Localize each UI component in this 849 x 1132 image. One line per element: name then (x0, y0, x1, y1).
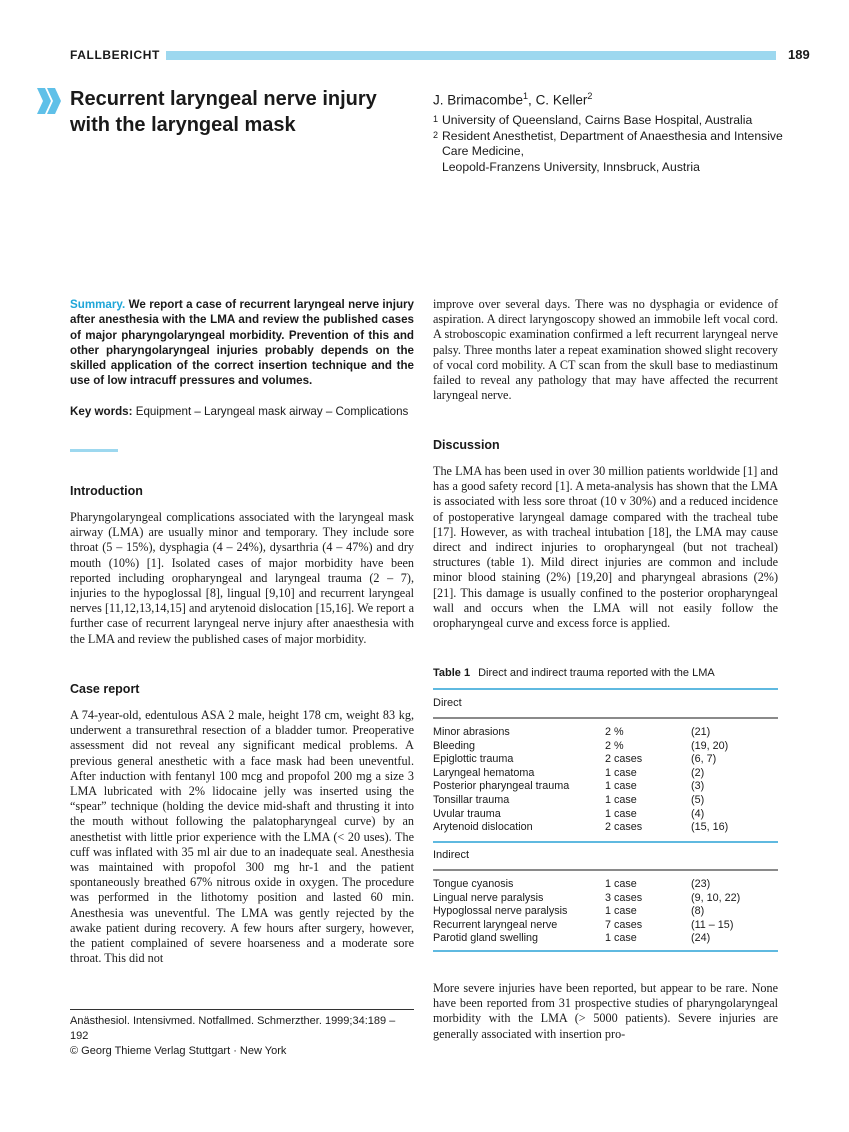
table-cell-injury: Tonsillar trauma (433, 794, 510, 806)
affiliation-2-line-3: Leopold-Franzens University, Innsbruck, Austria (442, 159, 700, 174)
table-cell-injury: Tongue cyanosis (433, 878, 514, 890)
table-cell-reference: (6, 7) (691, 753, 717, 766)
table-cell-incidence: 3 cases (605, 891, 643, 904)
table-section-indirect: Indirect (433, 849, 470, 861)
affiliation-1-number: 1 (433, 114, 439, 124)
affiliation-1-line: University of Queensland, Cairns Base Hospital, Australia (442, 113, 753, 127)
affiliation-2 (433, 129, 793, 176)
introduction-text: Pharyngolaryngeal complications associated with the laryngeal mask airway (LMA) are usually minor and temporary. They include sore throat (5 – 15%), dysphagia (4 – 24%), dysarthria (4 – 47%) and dry mouth (10%) [1]. Isolated cases of major morbidity have been reported including oropharyngeal and laryngeal trauma (2 – 7), injuries to the hypoglossal [8], lingual [9,10] and recurrent laryngeal nerves [11,12,13,14,15] and arytenoid dislocation [15,16]. We report a further case of recurrent laryngeal nerve injury after anaesthesia with the LMA and review the published cases of major morbidity. (70, 510, 414, 646)
header-accent-bar (166, 51, 776, 60)
table-cell-reference: (24) (691, 932, 711, 945)
table-cell-injury: Arytenoid dislocation (433, 821, 533, 834)
table-cell-reference: (5) (691, 794, 705, 806)
keywords (70, 404, 414, 419)
table-cell-incidence: 1 case (605, 932, 637, 945)
table-cell-injury: Minor abrasions (433, 726, 510, 738)
table-cell-reference: (4) (691, 807, 705, 820)
table-cell-injury: Posterior pharyngeal trauma (433, 780, 570, 793)
table-bottom-rule (433, 950, 778, 952)
table-direct-rule (433, 717, 778, 719)
article-title (70, 86, 410, 138)
summary-lead: Summary. (70, 298, 126, 311)
table-cell-incidence: 2 cases (605, 821, 643, 834)
table-cell-injury: Lingual nerve paralysis (433, 891, 544, 904)
author-2-affil: 2 (587, 91, 593, 101)
discussion-text: The LMA has been used in over 30 million patients worldwide [1] and has a good safety record [1]. A meta-analysis has shown that the LMA is associated with less sore throat (10 v 30%) and a reduced incidence of postoperative laryngeal damage compared with the tracheal tube [17]. However, as with tracheal intubation [18], the LMA may cause direct and indirect injuries to oropharyngeal (but not tracheal) structures (table 1). Mild direct injuries are common and include minor blood staining (2%) [19,20] and pharyngeal abrasions (2%) [21]. This damage is usually confined to the posterior oropharyngeal wall and occurs when the LMA will not easily follow the oropharyngeal curve and excess force is applied. (433, 464, 778, 631)
table-cell-incidence: 1 case (605, 807, 637, 820)
table-row (433, 878, 778, 892)
table-cell-reference: (8) (691, 905, 705, 918)
table-cell-reference: (19, 20) (691, 739, 729, 752)
table-cell-incidence: 1 case (605, 766, 637, 779)
table-row (433, 780, 778, 794)
table-row (433, 892, 778, 906)
table-cell-injury: Uvular trauma (433, 807, 501, 820)
table-cell-incidence: 1 case (605, 878, 637, 890)
table-row (433, 794, 778, 808)
table-indirect-rule (433, 869, 778, 871)
table-row (433, 905, 778, 919)
affiliation-2-line-1: Resident Anesthetist, Department of Anaesthesia and Intensive (442, 128, 783, 143)
table-cell-incidence: 1 case (605, 780, 637, 793)
footer-divider (70, 1009, 414, 1010)
table-cell-reference: (2) (691, 766, 705, 779)
table-cell-injury: Laryngeal hematoma (433, 766, 535, 779)
case-report-continuation: improve over several days. There was no dysphagia or evidence of aspiration. A direct laryngoscopy showed an immobile left vocal cord. A stroboscopic examination confirmed a left recurrent laryngeal nerve palsy. Three months later a repeat examination showed slight recovery of vocal cord mobility. A CT scan from the skull base to mediastinum failed to reveal any pathology that may have affected the recurrent laryngeal nerve. (433, 297, 778, 403)
table-caption (433, 667, 715, 679)
table-cell-incidence: 2 % (605, 739, 624, 752)
table-row (433, 821, 778, 835)
table-row (433, 919, 778, 933)
table-cell-reference: (9, 10, 22) (691, 891, 741, 904)
table-cell-injury: Parotid gland swelling (433, 932, 539, 945)
table-cell-reference: (23) (691, 878, 711, 890)
table-cell-incidence: 2 % (605, 726, 624, 738)
table-row (433, 932, 778, 946)
table-caption-text: Direct and indirect trauma reported with the LMA (478, 667, 715, 679)
summary-text: We report a case of recurrent laryngeal nerve injury after anesthesia with the LMA and review the published cases of major pharyngolaryngeal morbidity. Prevention of this and other pharyngolaryngeal injuries probably depends on the skilled application of the correct insertion technique and the use of low intracuff pressures and volumes. (70, 298, 414, 388)
table-cell-incidence: 1 case (605, 794, 637, 806)
abstract-summary (70, 297, 414, 389)
keywords-text: Equipment – Laryngeal mask airway – Complications (135, 405, 409, 418)
table-cell-injury: Epiglottic trauma (433, 753, 514, 766)
keywords-divider (70, 449, 118, 452)
journal-citation: Anästhesiol. Intensivmed. Notfallmed. Schmerzther. 1999;34:189 – 192 (70, 1015, 396, 1042)
after-table-text: More severe injuries have been reported, but appear to be rare. None have been reported from 31 prospective studies of pharyngolaryngeal morbidity with the LMA (> 5000 patients). Severe injuries are generally associated with insertion pro- (433, 981, 778, 1041)
table-cell-reference: (3) (691, 780, 705, 793)
publisher-line: © Georg Thieme Verlag Stuttgart · New York (70, 1045, 287, 1057)
affiliation-2-line-2: Care Medicine, (442, 144, 524, 158)
table-cell-reference: (11 – 15) (691, 918, 734, 931)
table-top-rule (433, 688, 778, 690)
case-report-text: A 74-year-old, edentulous ASA 2 male, height 178 cm, weight 83 kg, underwent a transurethral resection of a bladder tumor. Preoperative assessment did not reveal any significant medical problems. A previous general anesthetic with a face mask had been uneventful. After induction with fentanyl 100 mcg and propofol 200 mg a size 3 LMA lubricated with 2% lidocaine jelly was inserted using the “spear” technique (holding the device mid-shaft and thrusting it into the mouth without following the palatopharyngeal curve) by an anesthetist with little prior experience with the LMA (< 20 uses). The cuff was inflated with 35 ml air due to an inadequate seal. Anesthesia was maintained with propofol 300 mg hr-1 and the patient spontaneously breathed 67% nitrous oxide in oxygen. The procedure was performed in the lithotomy position and lasted 60 min. Anesthesia was uneventful. The LMA was gently rejected by the awake patient during recovery. A few hours after surgery, however, the patient complained of severe hoarseness and a moderate sore throat. This did not (70, 708, 414, 966)
footer (70, 1014, 414, 1059)
table-cell-reference: (15, 16) (691, 821, 729, 834)
affiliation-2-number: 2 (433, 129, 439, 140)
keywords-label: Key words: (70, 405, 133, 418)
author-list (433, 91, 793, 108)
table-row (433, 726, 778, 740)
table-cell-incidence: 1 case (605, 905, 637, 918)
table-section-direct: Direct (433, 697, 462, 709)
table-cell-injury: Bleeding (433, 739, 476, 752)
table-label: Table 1 (433, 667, 471, 679)
case-report-heading: Case report (70, 682, 140, 696)
table-cell-reference: (21) (691, 726, 711, 738)
author-separator: , (528, 92, 536, 108)
introduction-heading: Introduction (70, 484, 143, 498)
author-1-affil: 1 (523, 91, 529, 101)
table-row (433, 808, 778, 822)
page-number: 189 (788, 47, 810, 62)
affiliation-1 (433, 113, 793, 129)
table-cell-incidence: 7 cases (605, 918, 643, 931)
table-cell-injury: Recurrent laryngeal nerve (433, 918, 558, 931)
double-chevron-icon (35, 88, 61, 114)
affiliations (433, 113, 793, 175)
table-cell-injury: Hypoglossal nerve paralysis (433, 905, 568, 918)
table-row (433, 767, 778, 781)
author-1: J. Brimacombe (433, 92, 524, 108)
table-cell-incidence: 2 cases (605, 753, 643, 766)
title-line-2: with the laryngeal mask (70, 114, 296, 136)
table-row (433, 740, 778, 754)
running-header-section: FALLBERICHT (70, 48, 160, 62)
title-line-1: Recurrent laryngeal nerve injury (70, 88, 377, 110)
table-middle-rule (433, 841, 778, 843)
table-row (433, 753, 778, 767)
discussion-heading: Discussion (433, 438, 500, 452)
author-2: C. Keller (535, 92, 588, 108)
